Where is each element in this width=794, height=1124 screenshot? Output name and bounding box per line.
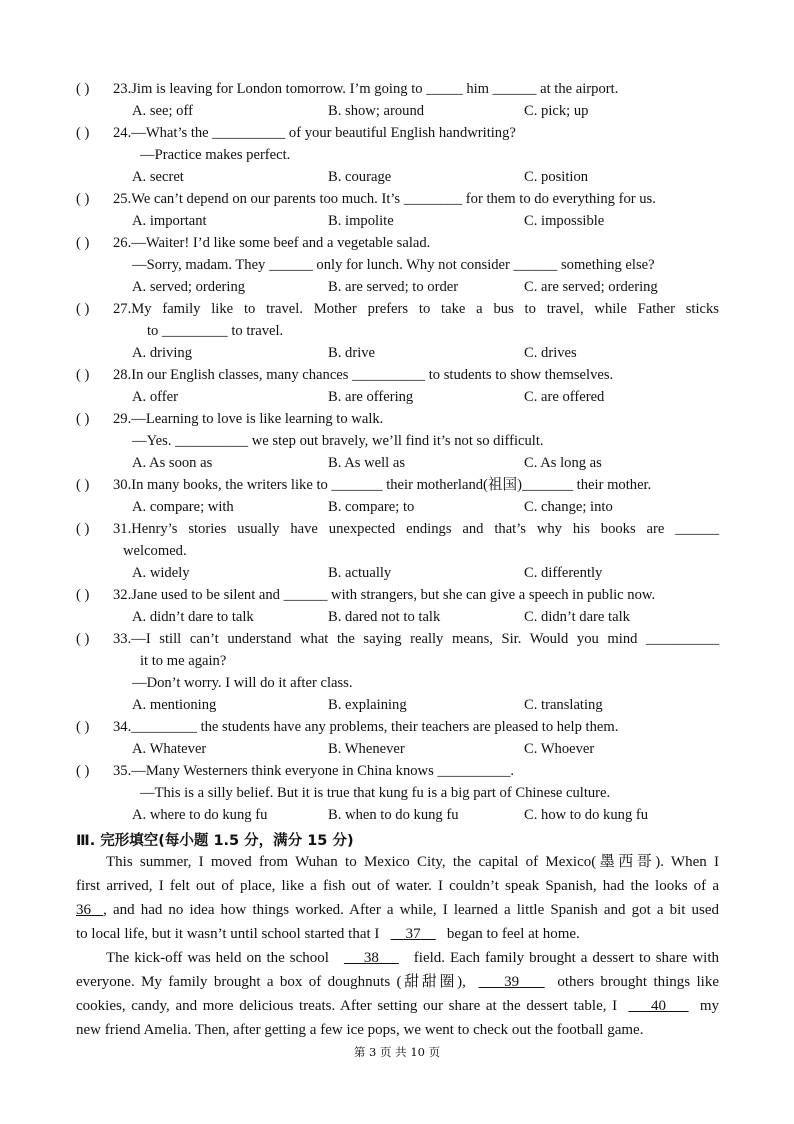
option-c: C. are offered <box>524 389 605 405</box>
option-c: C. change; into <box>524 499 613 515</box>
passage-text: field. Each family brought a dessert to share with <box>413 950 720 966</box>
option-c: C. As long as <box>524 455 602 471</box>
option-b: B. are served; to order <box>328 279 459 295</box>
question-stem: 26.—Waiter! I’d like some beef and a vegetable salad. <box>113 235 431 251</box>
answer-paren[interactable]: ( ) <box>76 81 90 97</box>
question-stem-continued: it to me again? <box>140 653 227 669</box>
option-a: A. see; off <box>132 103 193 119</box>
option-a: A. driving <box>132 345 192 361</box>
question-stem-continued: —Sorry, madam. They ______ only for lunch. Why not consider ______ something else? <box>132 257 655 273</box>
question-stem: 28.In our English classes, many chances __________ to students to show themselves. <box>113 367 614 383</box>
option-b: B. courage <box>328 169 392 185</box>
question-stem: 25.We can’t depend on our parents too much. It’s ________ for them to do everything for us. <box>113 191 656 207</box>
option-b: B. As well as <box>328 455 406 471</box>
option-b: B. drive <box>328 345 376 361</box>
option-a: A. important <box>132 213 207 229</box>
blank-38[interactable]: 38 <box>363 950 379 966</box>
answer-paren[interactable]: ( ) <box>76 631 90 647</box>
question-stem: 23.Jim is leaving for London tomorrow. I’m going to _____ him ______ at the airport. <box>113 81 619 97</box>
passage-text: began to feel at home. <box>446 926 580 942</box>
question-stem-continued: welcomed. <box>123 543 187 559</box>
option-a: A. didn’t dare to talk <box>132 609 254 625</box>
option-a: A. As soon as <box>132 455 213 471</box>
option-b: B. explaining <box>328 697 407 713</box>
passage-p2-line1 <box>76 946 719 970</box>
option-c: C. Whoever <box>524 741 595 757</box>
blank-37[interactable]: 37 <box>405 926 421 942</box>
answer-paren[interactable]: ( ) <box>76 235 90 251</box>
passage-text: cookies, candy, and more delicious treats. After setting our share at the dessert table, I <box>76 998 618 1014</box>
passage-p2-line4: new friend Amelia. Then, after getting a few ice pops, we went to check out the football game. <box>76 1022 644 1038</box>
option-a: A. served; ordering <box>132 279 246 295</box>
passage-text: The kick-off was held on the school <box>106 950 329 966</box>
option-c: C. position <box>524 169 589 185</box>
option-c: C. differently <box>524 565 603 581</box>
option-c: C. impossible <box>524 213 605 229</box>
section-title: Ⅲ. 完形填空(每小题 1.5 分，满分 15 分) <box>76 833 354 849</box>
page-footer: 第 3 页 共 10 页 <box>353 1045 441 1059</box>
passage-text: others brought things like <box>557 974 720 990</box>
option-c: C. didn’t dare talk <box>524 609 630 625</box>
question-stem: 30.In many books, the writers like to _______ their motherland(祖国)_______ their mother. <box>113 477 652 493</box>
option-a: A. widely <box>132 565 190 581</box>
option-b: B. dared not to talk <box>328 609 441 625</box>
answer-paren[interactable]: ( ) <box>76 477 90 493</box>
passage-text: , and had no idea how things worked. After a while, I learned a little Spanish and got a bit used <box>103 902 719 918</box>
option-a: A. Whatever <box>132 741 207 757</box>
passage-p2-line3 <box>76 994 719 1018</box>
option-a: A. mentioning <box>132 697 217 713</box>
answer-paren[interactable]: ( ) <box>76 763 90 779</box>
option-c: C. drives <box>524 345 577 361</box>
option-b: B. show; around <box>328 103 425 119</box>
blank-40[interactable]: 40 <box>651 998 666 1014</box>
option-b: B. when to do kung fu <box>328 807 459 823</box>
passage-text: my <box>699 998 720 1014</box>
option-a: A. offer <box>132 389 178 405</box>
question-stem-continued: —Practice makes perfect. <box>140 147 291 163</box>
answer-paren[interactable]: ( ) <box>76 301 90 317</box>
passage-p2-line2 <box>76 970 719 994</box>
answer-paren[interactable]: ( ) <box>76 191 90 207</box>
blank-39[interactable]: 39 <box>504 974 520 990</box>
question-stem: 34._________ the students have any problems, their teachers are pleased to help them. <box>113 719 619 735</box>
answer-paren[interactable]: ( ) <box>76 411 90 427</box>
question-stem-continued: —This is a silly belief. But it is true that kung fu is a big part of Chinese culture. <box>140 785 611 801</box>
answer-paren[interactable]: ( ) <box>76 719 90 735</box>
passage-p1-line4 <box>76 922 719 946</box>
question-stem: 31.Henry’s stories usually have unexpected endings and that’s why his books are ______ <box>113 521 719 537</box>
passage-p1-line1: This summer, I moved from Wuhan to Mexico City, the capital of Mexico(墨西哥). When I <box>106 854 719 870</box>
option-a: A. compare; with <box>132 499 234 515</box>
answer-paren[interactable]: ( ) <box>76 367 90 383</box>
option-a: A. where to do kung fu <box>132 807 268 823</box>
option-b: B. are offering <box>328 389 414 405</box>
option-b: B. actually <box>328 565 392 581</box>
option-b: B. Whenever <box>328 741 405 757</box>
question-stem-continued: to _________ to travel. <box>147 323 284 339</box>
question-stem: 32.Jane used to be silent and ______ with strangers, but she can give a speech in public now. <box>113 587 656 603</box>
option-c: C. how to do kung fu <box>524 807 649 823</box>
question-stem: 24.—What’s the __________ of your beautiful English handwriting? <box>113 125 516 141</box>
passage-p1-line3 <box>76 898 719 922</box>
answer-paren[interactable]: ( ) <box>76 521 90 537</box>
option-b: B. compare; to <box>328 499 415 515</box>
option-c: C. translating <box>524 697 603 713</box>
passage-text: to local life, but it wasn’t until school started that I <box>76 926 380 942</box>
answer-paren[interactable]: ( ) <box>76 125 90 141</box>
passage-p1-line2: first arrived, I felt out of place, like a fish out of water. I couldn’t speak Spanish, had the looks of a <box>76 878 719 894</box>
answer-paren[interactable]: ( ) <box>76 587 90 603</box>
question-stem-reply: —Don’t worry. I will do it after class. <box>132 675 353 691</box>
question-stem-continued: —Yes. __________ we step out bravely, we’ll find it’s not so difficult. <box>132 433 544 449</box>
passage-text: everyone. My family brought a box of doughnuts (甜甜圈), <box>76 974 466 990</box>
option-c: C. pick; up <box>524 103 589 119</box>
option-b: B. impolite <box>328 213 394 229</box>
question-stem: 33.—I still can’t understand what the saying really means, Sir. Would you mind __________ <box>113 631 719 647</box>
question-stem: 27.My family like to travel. Mother prefers to take a bus to travel, while Father sticks <box>113 301 719 317</box>
option-a: A. secret <box>132 169 184 185</box>
question-stem: 29.—Learning to love is like learning to walk. <box>113 411 384 427</box>
option-c: C. are served; ordering <box>524 279 658 295</box>
question-stem: 35.—Many Westerners think everyone in China knows __________. <box>113 763 515 779</box>
blank-36[interactable]: 36 <box>76 902 91 918</box>
